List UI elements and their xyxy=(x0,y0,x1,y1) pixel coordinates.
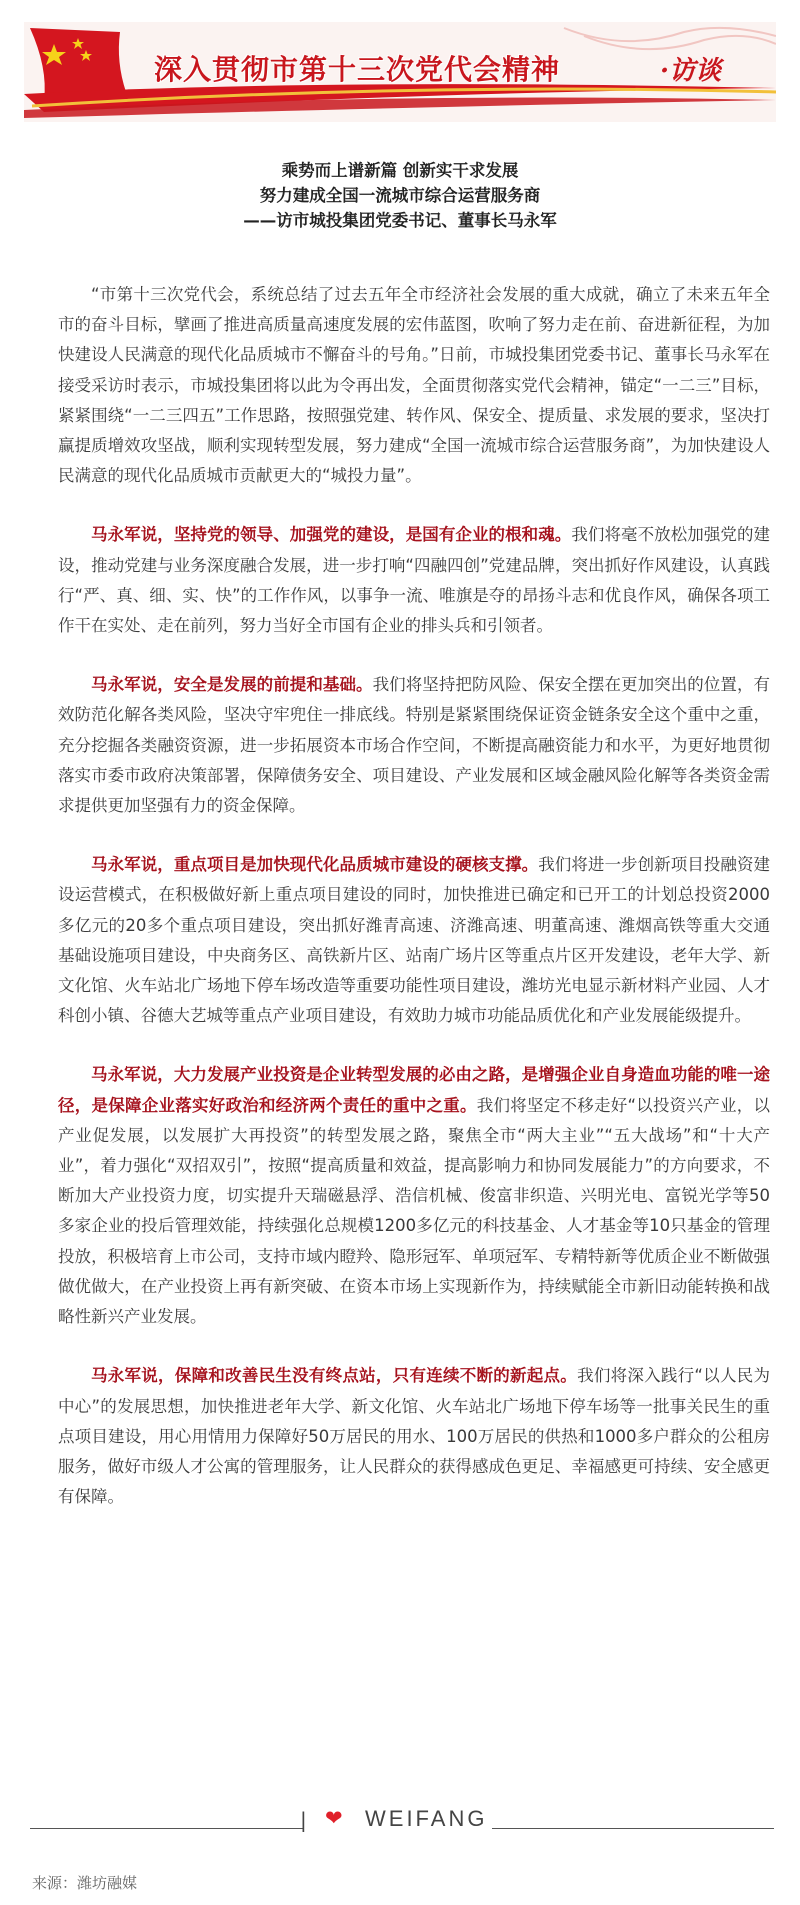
footer-brand: WEIFANG xyxy=(365,1806,488,1831)
paragraph-text: 我们将毫不放松加强党的建设，推动党建与业务深度融合发展，进一步打响“四融四创”党建品牌，突出抓好作风建设，认真践行“严、真、细、实、快”的工作作风，以事争一流、唯旗是夺的昂扬斗志和优良作风，确保各项工作干在实处、走在前列，努力当好全市国有企业的排头兵和引领者。 xyxy=(58,525,770,636)
paragraph-intro: “市第十三次党代会，系统总结了过去五年全市经济社会发展的重大成就，确立了未来五年全市的奋斗目标，擘画了推进高质量高速度发展的宏伟蓝图，吹响了努力走在前、奋进新征程，为加快建设人民满意的现代化品质城市不懈奋斗的号角。”日前，市城投集团党委书记、董事长马永军在接受采访时表示，市城投集团将以此为令再出发，全面贯彻落实党代会精神，锚定“一二三”目标，紧紧围绕“一二三四五”工作思路，按照强党建、转作风、保安全、提质量、求发展的要求，坚决打赢提质增效攻坚战，顺利实现转型发展，努力建成“全国一流城市综合运营服务商”，为加快建设人民满意的现代化品质城市贡献更大的“城投力量”。 xyxy=(58,285,770,486)
headline-line-2: 努力建成全国一流城市综合运营服务商 xyxy=(259,186,541,205)
article-body xyxy=(58,280,770,1541)
paragraph-safety xyxy=(58,670,770,821)
paragraph-party-building xyxy=(58,520,770,641)
paragraph-industry-investment xyxy=(58,1060,770,1332)
paragraph-text: 我们将深入践行“以人民为中心”的发展思想，加快推进老年大学、新文化馆、火车站北广场地下停车场等一批事关民生的重点项目建设，用心用情用力保障好50万居民的用水、100万居民的供热和1000多户群众的公租房服务，做好市级人才公寓的管理服务，让人民群众的获得感成色更足、幸福感更可持续、安全感更有保障。 xyxy=(58,1366,770,1507)
footer-divider-right xyxy=(492,1828,774,1829)
paragraph-key-projects xyxy=(58,850,770,1031)
banner-subtitle xyxy=(660,50,721,87)
footer-pipe: | xyxy=(300,1808,307,1832)
source-credit: 来源：潍坊融媒 xyxy=(32,1874,138,1892)
paragraph-lead: 马永军说，保障和改善民生没有终点站，只有连续不断的新起点。 xyxy=(91,1366,578,1386)
article-headline xyxy=(0,158,800,233)
headline-line-1: 乘势而上谱新篇 创新实干求发展 xyxy=(281,161,519,180)
heart-icon: ❤ xyxy=(325,1806,343,1830)
footer-divider-left xyxy=(30,1828,304,1829)
paragraph-lead: 马永军说，安全是发展的前提和基础。 xyxy=(91,675,373,695)
paragraph-text: 我们将进一步创新项目投融资建设运营模式，在积极做好新上重点项目建设的同时，加快推进已确定和已开工的计划总投资2000多亿元的20多个重点项目建设，突出抓好潍青高速、济潍高速、明董高速、潍烟高铁等重大交通基础设施项目建设，中央商务区、高铁新片区、站南广场片区等重点片区开发建设，老年大学、新文化馆、火车站北广场地下停车场改造等重要功能性项目建设，潍坊光电显示新材料产业园、人才科创小镇、谷德大艺城等重点产业项目建设，有效助力城市功能品质优化和产业发展能级提升。 xyxy=(58,855,770,1026)
header-banner xyxy=(24,22,776,122)
paragraph-lead: 马永军说，大力发展产业投资是企业转型发展的必由之路，是增强企业自身造血功能的唯一途径，是保障企业落实好政治和经济两个责任的重中之重。 xyxy=(58,1065,770,1115)
banner-title: 深入贯彻市第十三次党代会精神 xyxy=(154,53,561,86)
paragraph-text: 我们将坚定不移走好“以投资兴产业，以产业促发展，以发展扩大再投资”的转型发展之路，聚焦全市“两大主业”“五大战场”和“十大产业”，着力强化“双招双引”，按照“提高质量和效益，提高影响力和协同发展能力”的方向要求，不断加大产业投资力度，切实提升天瑞磁悬浮、浩信机械、俊富非织造、兴明光电、富锐光学等50多家企业的投后管理效能，持续强化总规模1200多亿元的科技基金、人才基金等10只基金的管理投放，积极培育上市公司，支持市域内瞪羚、隐形冠军、单项冠军、专精特新等优质企业不断做强做优做大，在产业投资上再有新突破、在资本市场上实现新作为，持续赋能全市新旧动能转换和战略性新兴产业发展。 xyxy=(58,1095,770,1327)
banner-subtitle-text: 访谈 xyxy=(669,56,722,86)
headline-line-3: ——访市城投集团党委书记、董事长马永军 xyxy=(243,211,557,230)
paragraph-text: 我们将坚持把防风险、保安全摆在更加突出的位置，有效防范化解各类风险，坚决守牢兜住一排底线。特别是紧紧围绕保证资金链条安全这个重中之重，充分挖掘各类融资资源，进一步拓展资本市场合作空间，不断提高融资能力和水平，为更好地贯彻落实市委市政府决策部署，保障债务安全、项目建设、产业发展和区域金融风险化解等各类资金需求提供更加坚强有力的资金保障。 xyxy=(58,675,770,816)
paragraph-livelihood xyxy=(58,1361,770,1512)
banner-dot: · xyxy=(660,56,670,86)
paragraph-lead: 马永军说，重点项目是加快现代化品质城市建设的硬核支撑。 xyxy=(91,855,539,875)
paragraph-lead: 马永军说，坚持党的领导、加强党的建设，是国有企业的根和魂。 xyxy=(91,525,572,545)
